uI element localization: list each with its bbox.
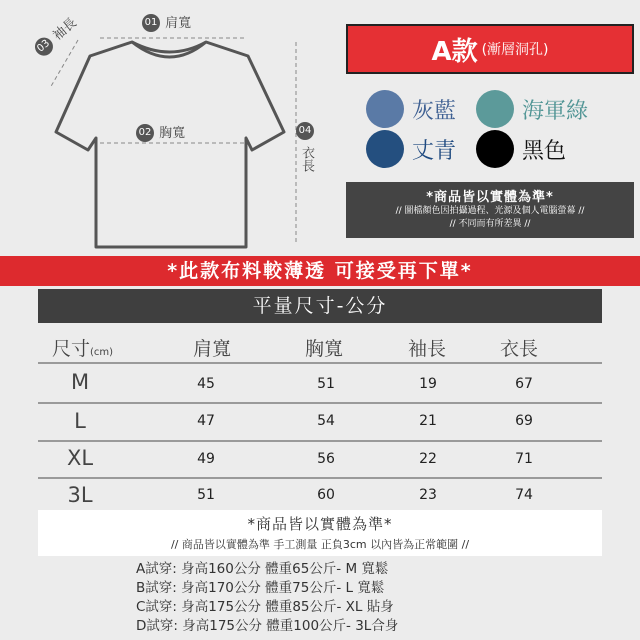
label-chest	[136, 122, 185, 142]
size-label-3l: 3L	[67, 483, 93, 507]
table-cell: 49	[197, 451, 215, 467]
divider	[38, 362, 602, 364]
table-cell: 21	[419, 413, 437, 429]
table-cell: 74	[515, 487, 533, 503]
unit-label: (cm)	[90, 347, 114, 358]
style-name: A款	[431, 36, 478, 67]
disclaimer-line: // 圖檔顏色因拍攝過程、光源及個人電腦螢幕 //	[395, 206, 585, 216]
table-cell: 22	[419, 451, 437, 467]
table-cell: 56	[317, 451, 335, 467]
size-label-xl: XL	[66, 446, 94, 470]
table-cell: 19	[419, 376, 437, 392]
fabric-warning-banner: *此款布料較薄透 可接受再下單*	[0, 256, 640, 286]
number-badge: 04	[296, 122, 314, 140]
divider	[38, 440, 602, 442]
number-badge: 02	[136, 124, 154, 142]
table-cell: 71	[515, 451, 533, 467]
color-swatch	[366, 90, 404, 128]
size-table-title: 平量尺寸-公分	[38, 289, 602, 323]
style-title	[346, 24, 634, 74]
col-header-length: 衣長	[500, 338, 539, 360]
list-item: B試穿: 身高170公分 體重75公斤- L 寬鬆	[136, 580, 385, 596]
color-option-black[interactable]	[476, 130, 566, 168]
table-cell: 69	[515, 413, 533, 429]
col-header-shoulder: 肩寬	[193, 338, 232, 360]
color-option-gray-blue[interactable]	[366, 90, 456, 128]
size-label-m: M	[70, 370, 90, 394]
size-header-label: 尺寸	[52, 338, 91, 360]
divider	[38, 477, 602, 479]
color-swatch	[476, 130, 514, 168]
label-length	[296, 120, 314, 172]
measurement-disclaimer	[38, 510, 602, 556]
col-header-chest: 胸寬	[305, 338, 344, 360]
color-swatch	[366, 130, 404, 168]
size-label-l: L	[74, 409, 86, 433]
color-disclaimer	[346, 182, 634, 238]
list-item: D試穿: 身高175公分 體重100公斤- 3L合身	[136, 618, 399, 634]
length-label: 衣長	[299, 145, 314, 172]
table-cell: 60	[317, 487, 335, 503]
color-option-navy-green[interactable]	[476, 90, 588, 128]
disclaimer-title: *商品皆以實體為準*	[426, 190, 554, 205]
color-swatch	[476, 90, 514, 128]
color-option-navy[interactable]	[366, 130, 456, 168]
table-cell: 54	[317, 413, 335, 429]
label-shoulder	[142, 12, 191, 32]
sleeve-label: 袖長	[50, 15, 80, 44]
number-badge: 01	[142, 14, 160, 32]
table-cell: 45	[197, 376, 215, 392]
chest-label: 胸寬	[159, 126, 186, 141]
color-name: 灰藍	[412, 98, 457, 124]
disclaimer-line: // 商品皆以實體為準 手工測量 正負3cm 以內皆為正常範圍 //	[170, 538, 470, 551]
divider	[38, 402, 602, 404]
disclaimer-title: *商品皆以實體為準*	[247, 515, 393, 533]
shirt-diagram	[0, 0, 340, 260]
col-header-sleeve: 袖長	[408, 338, 447, 360]
table-cell: 47	[197, 413, 215, 429]
fit-trials-list	[136, 560, 556, 636]
table-cell: 51	[197, 487, 215, 503]
number-badge: 03	[31, 34, 56, 59]
disclaimer-line: // 不同而有所差異 //	[449, 219, 531, 229]
color-name: 海軍綠	[522, 98, 589, 124]
list-item: C試穿: 身高175公分 體重85公斤- XL 貼身	[136, 599, 394, 615]
color-name: 丈青	[412, 138, 457, 164]
table-cell: 51	[317, 376, 335, 392]
shoulder-label: 肩寬	[165, 16, 192, 31]
table-cell: 67	[515, 376, 533, 392]
color-name: 黑色	[522, 138, 567, 164]
list-item: A試穿: 身高160公分 體重65公斤- M 寬鬆	[136, 561, 389, 577]
table-cell: 23	[419, 487, 437, 503]
style-subtitle: (漸層洞孔)	[481, 42, 549, 58]
size-column-header	[52, 334, 113, 361]
